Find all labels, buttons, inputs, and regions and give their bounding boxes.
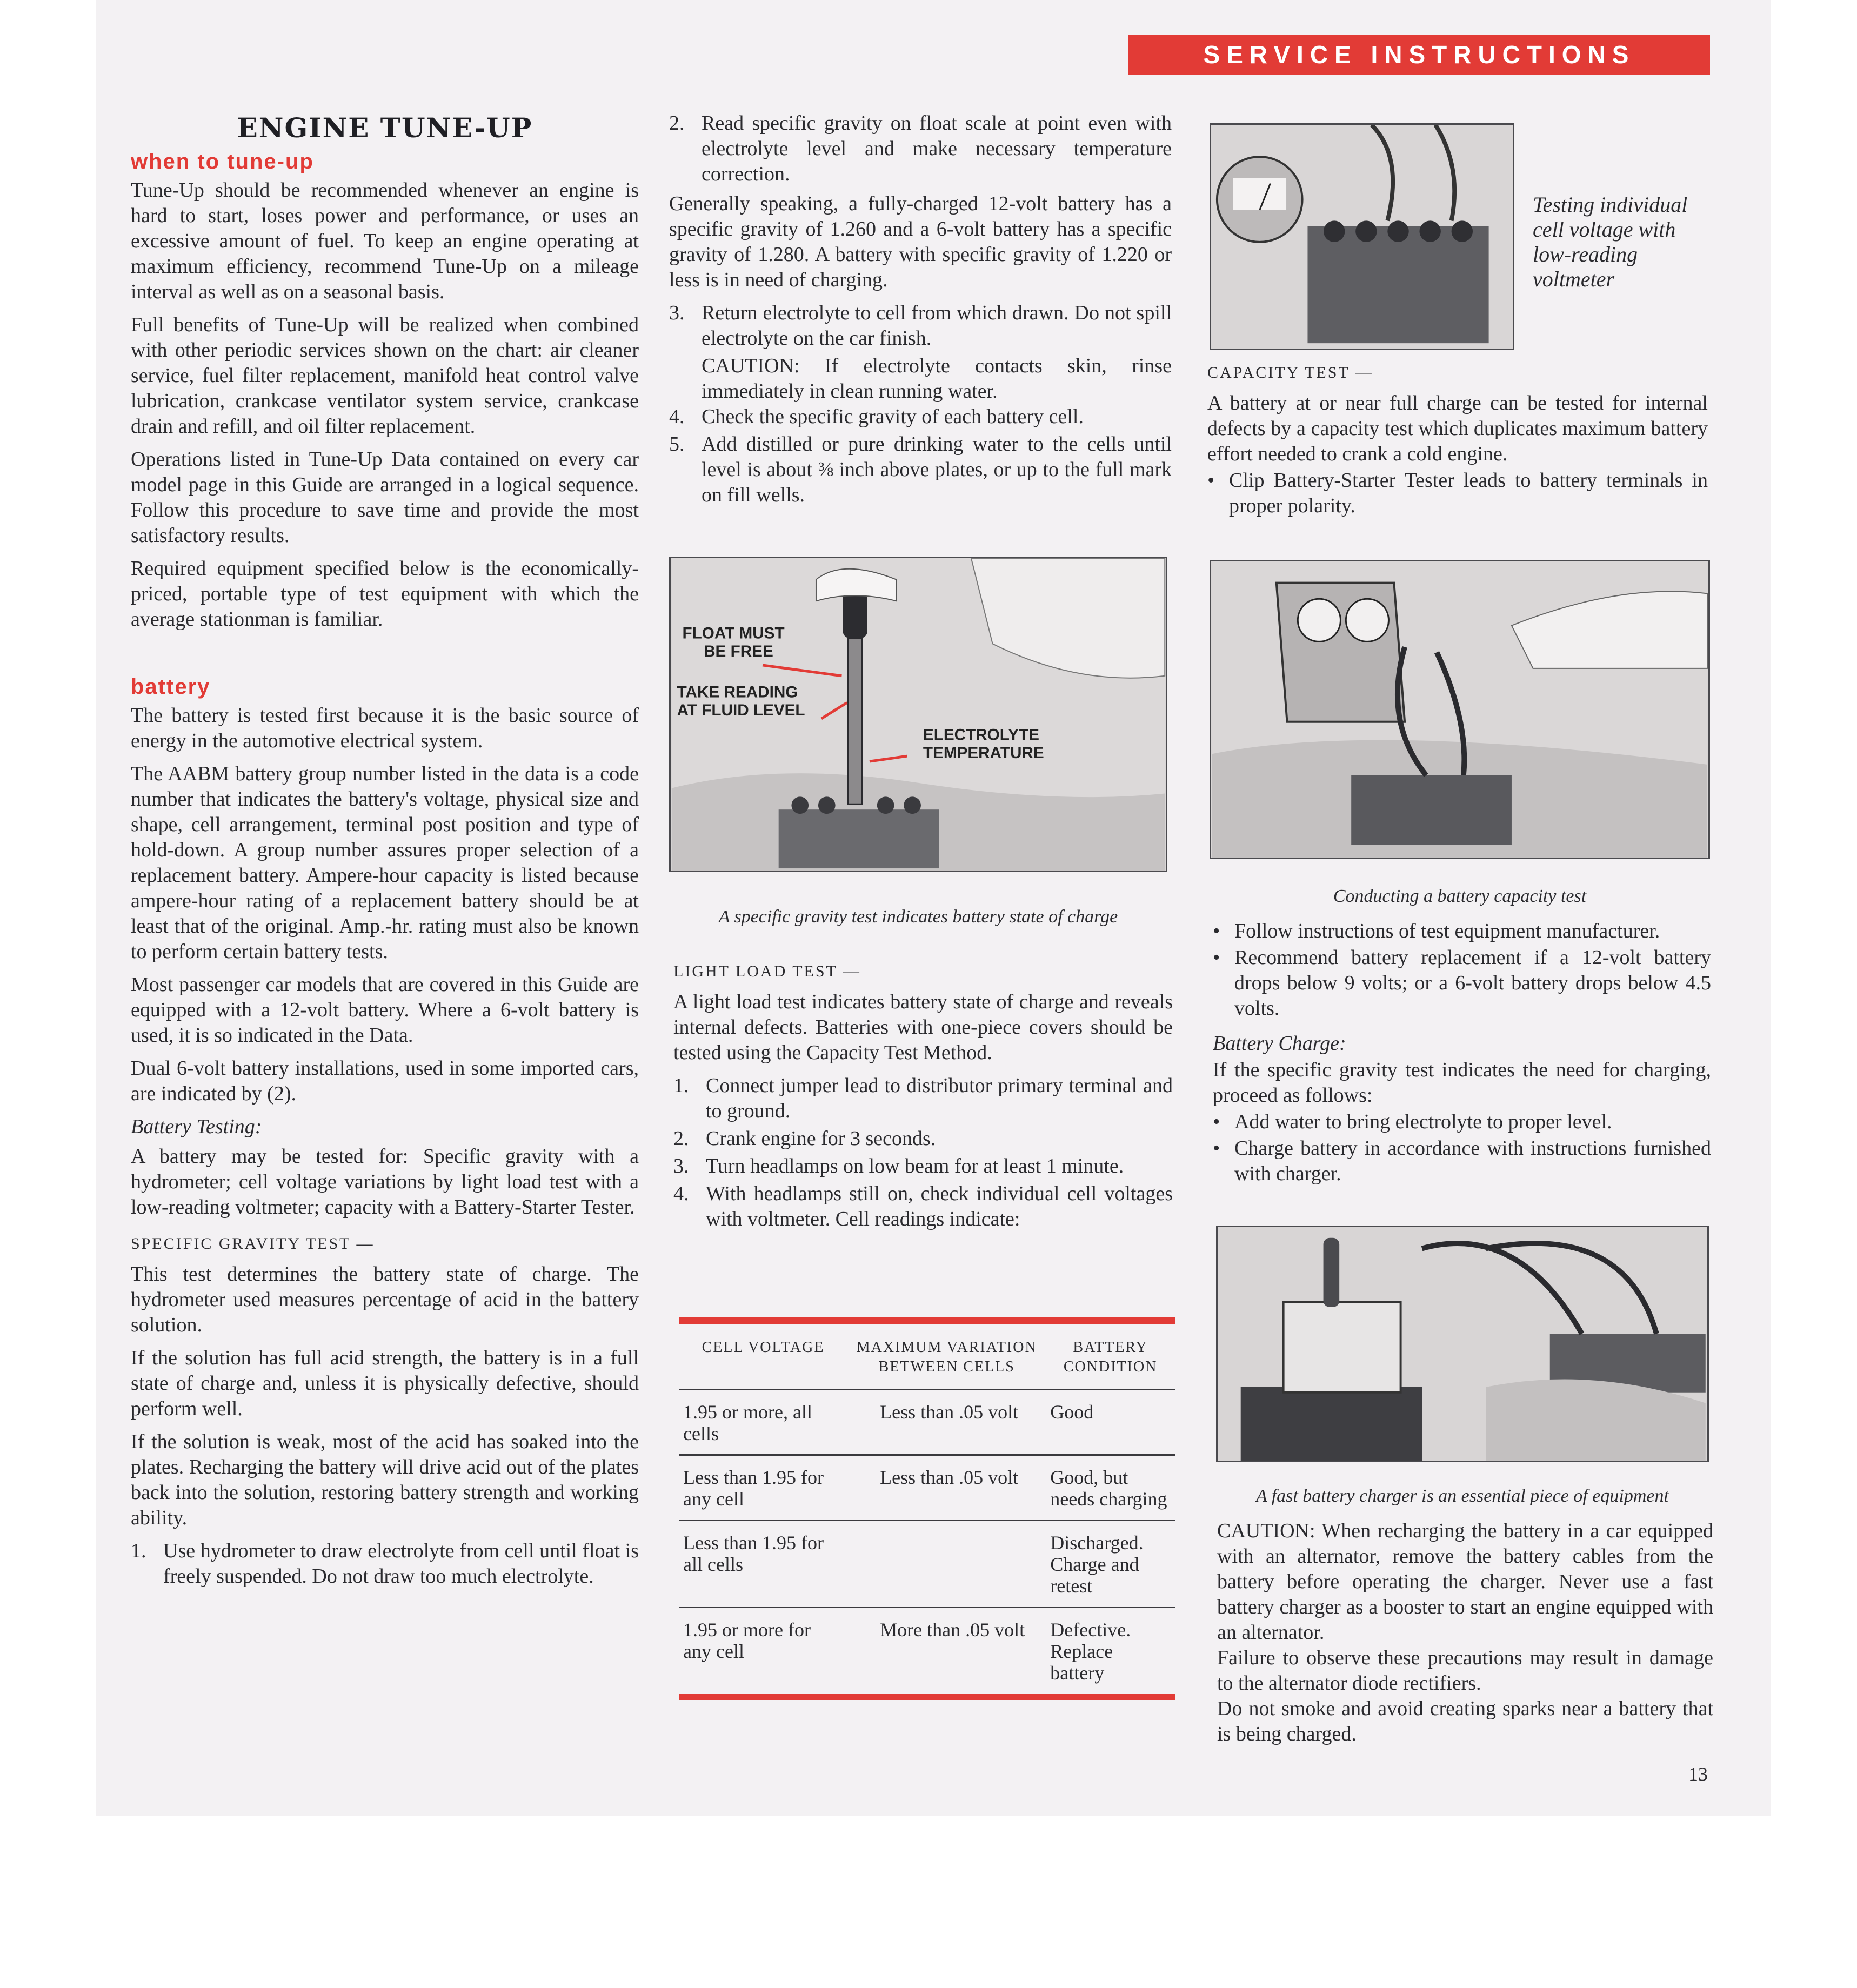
list-item (673, 1126, 1173, 1152)
column-middle (669, 111, 1172, 510)
capacity-section (1207, 360, 1708, 520)
hydrometer-figure (669, 557, 1167, 872)
bullet-text: Clip Battery-Starter Tester leads to battery terminals in proper polarity. (1229, 469, 1708, 517)
cell-voltage-table (679, 1317, 1175, 1700)
item-text: With headlamps still on, check individual cell voltages with voltmeter. Cell readings indicate: (706, 1182, 1173, 1230)
list-item (131, 1538, 639, 1589)
charge-section (1213, 919, 1711, 1188)
table-row (679, 1390, 1175, 1455)
table-cell: Discharged. Charge and retest (1046, 1521, 1175, 1608)
bullet-text: Recommend battery replacement if a 12-volt battery drops below 9 volts; or a 6-volt battery drops below 4.5 volts. (1234, 946, 1711, 1020)
paragraph: The AABM battery group number listed in the data is a code number that indicates the battery's voltage, physical size and shape, cell arrangement, terminal post position and type of hold-down. A group number assures proper selection of a replacement battery. Ampere-hour capacity is listed because ampere-hour rating of a replacement battery should be at least that of the original. Amp.-hr. rating must also be known to perform certain battery tests. (131, 762, 639, 963)
label-reading: TAKE READING (677, 683, 798, 701)
list-item (669, 432, 1172, 508)
item-number: 2. (669, 112, 685, 135)
figure-caption: A specific gravity test indicates battery state of charge (718, 907, 1118, 927)
table-cell: 1.95 or more for any cell (683, 1619, 811, 1662)
table-cell: Less than 1.95 for any cell (679, 1455, 847, 1521)
paragraph: Generally speaking, a fully-charged 12-volt battery has a specific gravity of 1.260 and a 6-volt battery has a specific gravity of 1.280. A battery with specific gravity of 1.220 or less is in need of charging. (669, 192, 1172, 291)
bullet-item (1213, 1109, 1711, 1135)
battery-charge-heading: Battery Charge: (1213, 1032, 1346, 1055)
table-bottom-rule (679, 1694, 1175, 1700)
label-float: FLOAT MUST (682, 624, 785, 642)
figure-caption: A fast battery charger is an essential piece of equipment (1256, 1486, 1669, 1506)
item-number: 4. (673, 1182, 689, 1205)
paragraph: A light load test indicates battery state of charge and reveals internal defects. Batteries with one-piece covers should be tested using the Capacity Test Method. (673, 990, 1173, 1064)
item-number: 1. (131, 1539, 146, 1562)
label-temp-2: TEMPERATURE (923, 744, 1044, 762)
item-text: Use hydrometer to draw electrolyte from cell until float is freely suspended. Do not draw too much electrolyte. (163, 1539, 639, 1588)
bullet-dot: • (1213, 920, 1220, 942)
list-item (673, 1073, 1173, 1124)
table-row (679, 1521, 1175, 1608)
voltmeter-figure (1210, 123, 1514, 350)
bullet-text: Add water to bring electrolyte to proper level. (1234, 1110, 1612, 1133)
battery-testing-heading: Battery Testing: (131, 1115, 262, 1138)
when-heading: when to tune-up (131, 150, 314, 173)
item-number: 1. (673, 1074, 689, 1097)
table-cell (847, 1521, 1046, 1608)
specific-gravity-heading: SPECIFIC GRAVITY TEST — (131, 1235, 375, 1253)
paragraph: The battery is tested first because it is the basic source of energy in the automotive electrical system. (131, 704, 639, 752)
bullet-dot: • (1207, 469, 1215, 492)
bullet-item (1213, 945, 1711, 1021)
capacity-heading: CAPACITY TEST — (1207, 364, 1373, 381)
paragraph: Operations listed in Tune-Up Data contained on every car model page in this Guide are arranged in a logical sequence. Follow this procedure to save time and provide the most satisfactory results. (131, 448, 639, 547)
column-header: BATTERY CONDITION (1046, 1324, 1175, 1390)
battery-heading: battery (131, 675, 211, 699)
bullet-dot: • (1213, 1110, 1220, 1133)
bullet-dot: • (1213, 946, 1220, 969)
table-cell: Less than .05 volt (847, 1390, 1046, 1455)
bullet-item (1207, 468, 1708, 519)
list-item (669, 111, 1172, 187)
capacity-tester-illustration (1211, 561, 1708, 858)
capacity-test-figure (1210, 560, 1710, 859)
item-number: 5. (669, 433, 685, 456)
label-reading-2: AT FLUID LEVEL (677, 701, 805, 719)
table-cell: More than .05 volt (880, 1619, 1025, 1641)
paragraph: A battery may be tested for: Specific gravity with a hydrometer; cell voltage variations by light load test with a low-reading voltmeter; capacity with a Battery-Starter Tester. (131, 1145, 639, 1219)
paragraph: Do not smoke and avoid creating sparks near a battery that is being charged. (1217, 1697, 1713, 1745)
item-text: Connect jumper lead to distributor primary terminal and to ground. (706, 1074, 1173, 1122)
table-cell: Less than .05 volt (847, 1455, 1046, 1521)
item-text: Turn headlamps on low beam for at least 1 minute. (706, 1155, 1124, 1177)
table-cell: Defective. Replace battery (1050, 1619, 1131, 1684)
item-number: 2. (673, 1127, 689, 1150)
bullet-item (1213, 919, 1711, 944)
page-title: ENGINE TUNE-UP (237, 112, 533, 144)
charger-figure (1216, 1226, 1709, 1462)
item-text: Return electrolyte to cell from which drawn. Do not spill electrolyte on the car finish. (702, 302, 1172, 350)
caution-note: CAUTION: When recharging the battery in a car equipped with an alternator, remove the battery cables from the battery before operating the charger. Never use a fast battery charger as a booster to start an engine equipped with an alternator. (1217, 1520, 1713, 1644)
page-number: 13 (1688, 1763, 1708, 1785)
list-item (673, 1181, 1173, 1232)
hydrometer-illustration (671, 558, 1166, 871)
paragraph: A battery at or near full charge can be tested for internal defects by a capacity test which duplicates maximum battery effort needed to crank a cold engine. (1207, 392, 1708, 465)
table-row (679, 1455, 1175, 1521)
item-number: 4. (669, 405, 685, 428)
voltmeter-caption: Testing individual cell voltage with low-reading voltmeter (1533, 192, 1688, 291)
item-text: Read specific gravity on float scale at point even with electrolyte level and make necessary temperature correction. (702, 112, 1172, 185)
item-number: 3. (673, 1155, 689, 1177)
table-cell: Good, but needs charging (1046, 1455, 1175, 1521)
label-float-2: BE FREE (704, 642, 773, 661)
light-load-heading: LIGHT LOAD TEST — (673, 962, 861, 980)
column-header: CELL VOLTAGE (679, 1324, 847, 1390)
voltmeter-illustration (1211, 125, 1513, 349)
item-text: Add distilled or pure drinking water to the cells until level is about ⅜ inch above plates, or up to the full mark on fill wells. (702, 433, 1172, 506)
bullet-dot: • (1213, 1137, 1220, 1160)
caution-section (1217, 1518, 1713, 1747)
table-cell: Good (1046, 1390, 1175, 1455)
list-item (669, 300, 1172, 351)
table-cell: 1.95 or more, all cells (679, 1390, 847, 1455)
item-text: Crank engine for 3 seconds. (706, 1127, 936, 1150)
charger-illustration (1218, 1227, 1707, 1461)
item-number: 3. (669, 302, 685, 324)
paragraph: Most passenger car models that are covered in this Guide are equipped with a 12-volt battery. Where a 6-volt battery is used, it is so indicated in the Data. (131, 973, 639, 1047)
bullet-text: Charge battery in accordance with instructions furnished with charger. (1234, 1137, 1711, 1185)
column-header: MAXIMUM VARIATION BETWEEN CELLS (847, 1324, 1046, 1390)
list-item (669, 404, 1172, 430)
label-temp: ELECTROLYTE (923, 726, 1039, 744)
paragraph: If the solution is weak, most of the acid has soaked into the plates. Recharging the battery will drive acid out of the plates back into the solution, restoring battery strength and working ability. (131, 1430, 639, 1529)
paragraph: Tune-Up should be recommended whenever an engine is hard to start, loses power and performance, or uses an excessive amount of fuel. To keep an engine operating at maximum efficiency, recommend Tune-Up on a mileage interval as well as on a seasonal basis. (131, 179, 639, 303)
table-cell: Less than 1.95 for all cells (679, 1521, 847, 1608)
light-load-section (673, 959, 1173, 1234)
paragraph: Full benefits of Tune-Up will be realized when combined with other periodic services shown on the chart: air cleaner service, fuel filter replacement, manifold heat control valve lubrication, crankcase ventilator system service, crankcase drain and refill, and oil filter replacement. (131, 313, 639, 438)
table-header-row (679, 1324, 1175, 1390)
paragraph: This test determines the battery state of charge. The hydrometer used measures percentage of acid in the battery solution. (131, 1263, 639, 1336)
section-banner: SERVICE INSTRUCTIONS (1128, 35, 1710, 75)
column-left (131, 111, 639, 1591)
paragraph: Required equipment specified below is the economically-priced, portable type of test equipment with which the average stationman is familiar. (131, 557, 639, 631)
table-row (679, 1608, 1175, 1694)
bullet-text: Follow instructions of test equipment manufacturer. (1234, 920, 1660, 942)
list-item (673, 1154, 1173, 1179)
paragraph: Failure to observe these precautions may result in damage to the alternator diode rectifiers. (1217, 1646, 1713, 1695)
paragraph: If the specific gravity test indicates the need for charging, proceed as follows: (1213, 1059, 1711, 1107)
paragraph: Dual 6-volt battery installations, used in some imported cars, are indicated by (2). (131, 1057, 639, 1105)
figure-caption: Conducting a battery capacity test (1333, 886, 1587, 906)
bullet-item (1213, 1136, 1711, 1187)
item-text: Check the specific gravity of each battery cell. (702, 405, 1084, 428)
paragraph: If the solution has full acid strength, the battery is in a full state of charge and, unless it is physically defective, should perform well. (131, 1347, 639, 1420)
caution-note: CAUTION: If electrolyte contacts skin, rinse immediately in clean running water. (702, 354, 1172, 403)
table-top-rule (679, 1317, 1175, 1324)
